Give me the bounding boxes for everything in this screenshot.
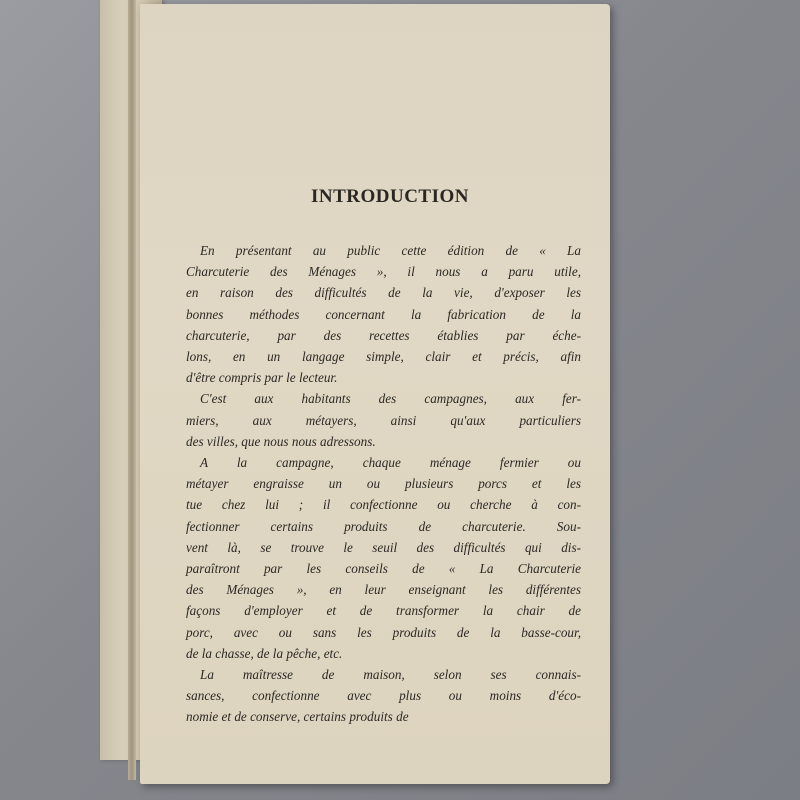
text-line: La maîtresse de maison, selon ses connais- <box>200 667 581 683</box>
book-gutter <box>128 0 136 780</box>
text-line: façons d'employer et de transformer la chair de <box>186 603 581 619</box>
text-line: C'est aux habitants des campagnes, aux fer- <box>200 391 581 407</box>
text-line: métayer engraisse un ou plusieurs porcs et les <box>186 476 581 492</box>
text-line: des villes, que nous nous adressons. <box>186 433 376 449</box>
page-title: INTRODUCTION <box>310 186 470 207</box>
body-text <box>186 240 581 728</box>
text-line: bonnes méthodes concernant la fabrication de la <box>186 306 581 322</box>
text-line: Charcuterie des Ménages », il nous a paru utile, <box>186 264 581 280</box>
text-line: nomie et de conserve, certains produits de <box>186 709 409 725</box>
text-line: sances, confectionne avec plus ou moins d'éco- <box>186 688 581 704</box>
text-line: lons, en un langage simple, clair et précis, afin <box>186 349 581 365</box>
text-line: En présentant au public cette édition de « La <box>200 243 581 258</box>
text-line: vent là, se trouve le seuil des difficultés qui dis- <box>186 539 581 555</box>
book-page <box>140 4 610 784</box>
text-line: des Ménages », en leur enseignant les différentes <box>186 582 581 598</box>
text-line: miers, aux métayers, ainsi qu'aux particuliers <box>186 412 581 428</box>
text-line: charcuterie, par des recettes établies par éche- <box>186 327 581 343</box>
text-line: tue chez lui ; il confectionne ou cherche à con- <box>186 497 581 513</box>
text-line: porc, avec ou sans les produits de la basse-cour, <box>186 624 581 640</box>
text-line: en raison des difficultés de la vie, d'exposer les <box>186 285 581 301</box>
text-line: fectionner certains produits de charcuterie. Sou- <box>186 518 581 534</box>
text-line: d'être compris par le lecteur. <box>186 370 338 386</box>
text-line: A la campagne, chaque ménage fermier ou <box>200 455 581 471</box>
text-line: paraîtront par les conseils de « La Charcuterie <box>186 561 581 577</box>
text-line: de la chasse, de la pêche, etc. <box>186 645 343 661</box>
